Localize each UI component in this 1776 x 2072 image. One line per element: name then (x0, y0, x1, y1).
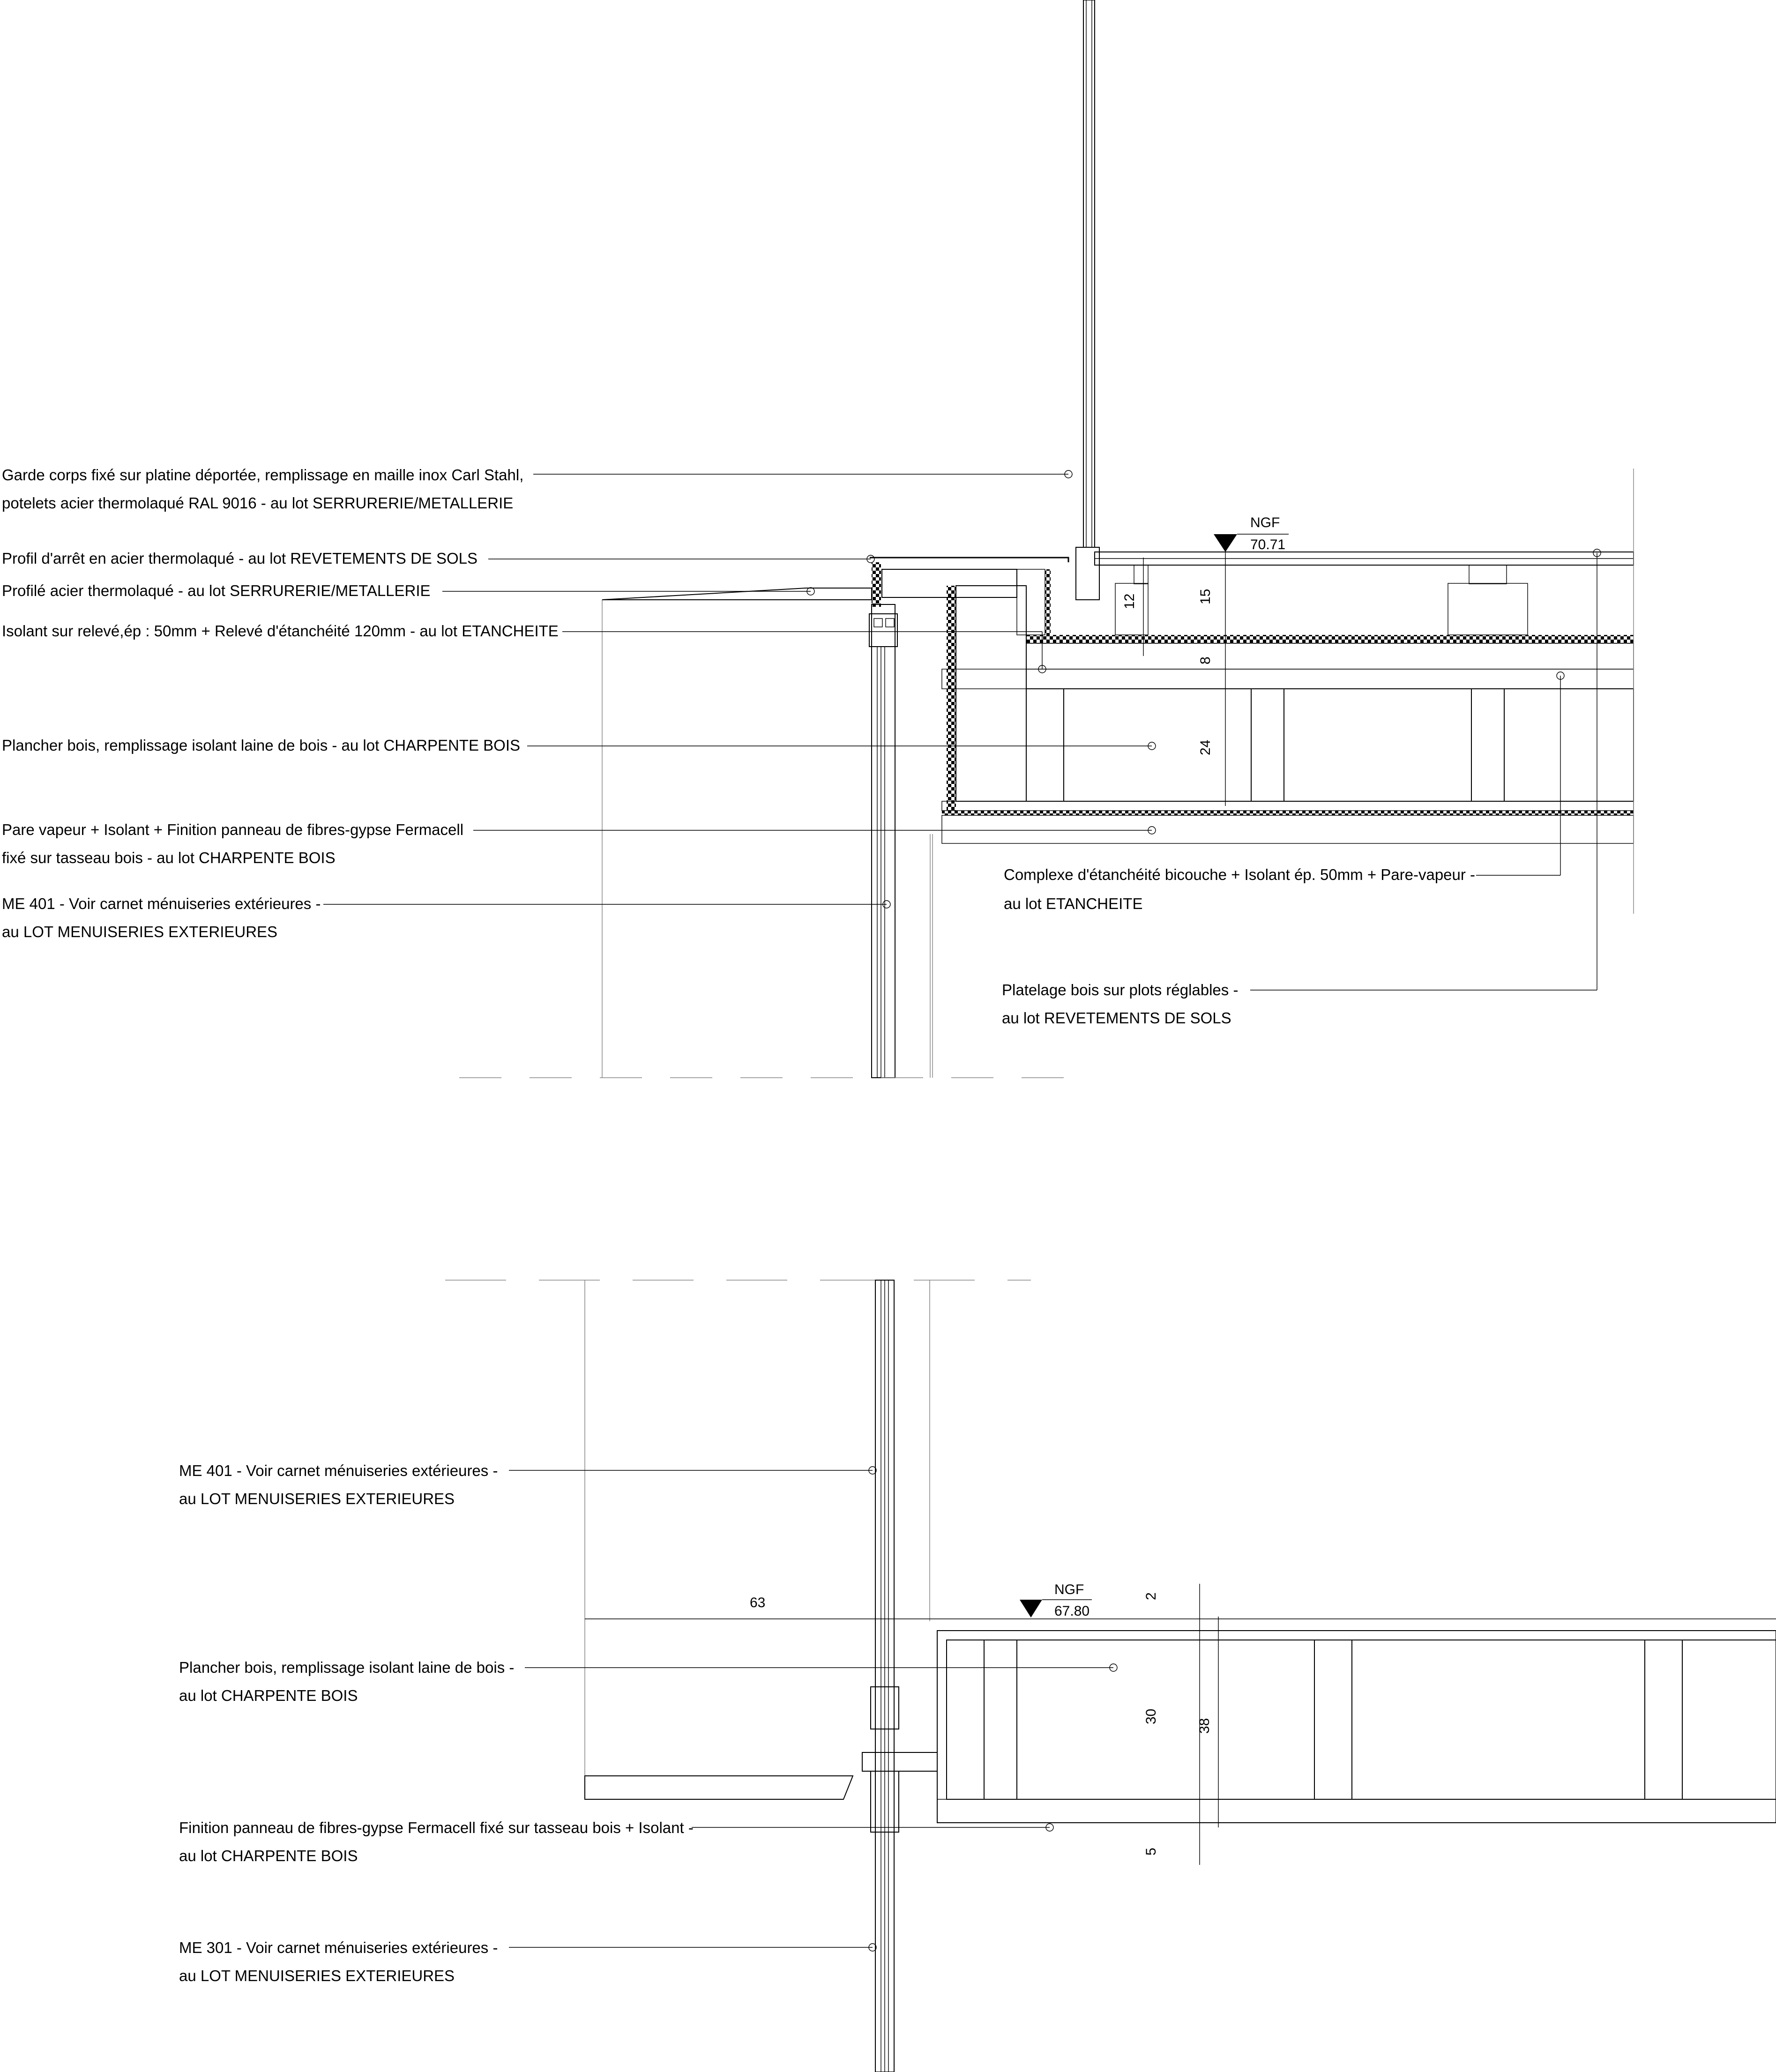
level-tag-lower: NGF (1054, 1582, 1084, 1597)
dim-12: 12 (1122, 593, 1137, 609)
label-vapour-barrier-1: Pare vapeur + Isolant + Finition panneau de fibres-gypse Fermacell (2, 821, 464, 838)
label-me301-1: ME 301 - Voir carnet ménuiseries extérieures - (179, 1939, 498, 1956)
upper-detail (2, 0, 1634, 1078)
label-stop-profile: Profil d'arrêt en acier thermolaqué - au lot REVETEMENTS DE SOLS (2, 550, 478, 567)
label-me401-lower-2: au LOT MENUISERIES EXTERIEURES (179, 1490, 455, 1507)
level-marker-upper (1214, 515, 1289, 656)
floor-insulation (1026, 689, 1634, 801)
dim-63: 63 (750, 1595, 766, 1610)
label-waterproofing-2: au lot ETANCHEITE (1004, 895, 1143, 912)
dim-5: 5 (1143, 1848, 1159, 1856)
level-value-lower: 67.80 (1054, 1603, 1090, 1619)
label-lower-floor-1: Plancher bois, remplissage isolant laine de bois - (179, 1659, 515, 1676)
dim-15: 15 (1198, 589, 1213, 604)
label-vapour-barrier-2: fixé sur tasseau bois - au lot CHARPENTE BOIS (2, 849, 336, 866)
lower-detail (179, 1280, 1776, 2072)
label-lower-ceiling-1: Finition panneau de fibres-gypse Fermacell fixé sur tasseau bois + Isolant - (179, 1819, 694, 1836)
window-frame-upper (872, 604, 895, 1078)
lower-leaders (509, 1467, 1117, 1951)
label-steel-profile: Profilé acier thermolaqué - au lot SERRURERIE/METALLERIE (2, 582, 431, 599)
label-upstand-insulation: Isolant sur relevé,ép : 50mm + Relevé d'étanchéité 120mm - au lot ETANCHEITE (2, 622, 559, 640)
lower-floor-insulation (947, 1640, 1776, 1799)
label-guardrail-1: Garde corps fixé sur platine déportée, remplissage en maille inox Carl Stahl, (2, 466, 524, 484)
dim-2: 2 (1143, 1592, 1159, 1600)
label-lower-ceiling-2: au lot CHARPENTE BOIS (179, 1847, 358, 1864)
label-timber-floor: Plancher bois, remplissage isolant laine de bois - au lot CHARPENTE BOIS (2, 737, 520, 754)
label-me301-2: au LOT MENUISERIES EXTERIEURES (179, 1967, 455, 1984)
label-me401-lower-1: ME 401 - Voir carnet ménuiseries extérieures - (179, 1462, 498, 1479)
label-me401-upper-1: ME 401 - Voir carnet ménuiseries extérieures - (2, 895, 321, 912)
level-value-upper: 70.71 (1250, 537, 1286, 552)
label-me401-upper-2: au LOT MENUISERIES EXTERIEURES (2, 923, 278, 940)
waterproofing-membrane (1026, 635, 1634, 643)
label-decking-2: au lot REVETEMENTS DE SOLS (1002, 1009, 1231, 1027)
dim-30: 30 (1143, 1708, 1159, 1724)
dim-38: 38 (1197, 1718, 1212, 1734)
label-lower-floor-2: au lot CHARPENTE BOIS (179, 1687, 358, 1704)
dim-8: 8 (1198, 656, 1213, 664)
upper-leaders (323, 470, 1601, 990)
guardrail-post (1083, 0, 1095, 547)
label-waterproofing-1: Complexe d'étanchéité bicouche + Isolant ép. 50mm + Pare-vapeur - (1004, 866, 1476, 883)
level-tag-upper: NGF (1250, 515, 1280, 530)
label-decking-1: Platelage bois sur plots réglables - (1002, 981, 1239, 999)
label-guardrail-2: potelets acier thermolaqué RAL 9016 - au lot SERRURERIE/METALLERIE (2, 494, 514, 512)
level-marker-lower (1020, 1582, 1092, 1619)
dim-24: 24 (1198, 739, 1213, 755)
